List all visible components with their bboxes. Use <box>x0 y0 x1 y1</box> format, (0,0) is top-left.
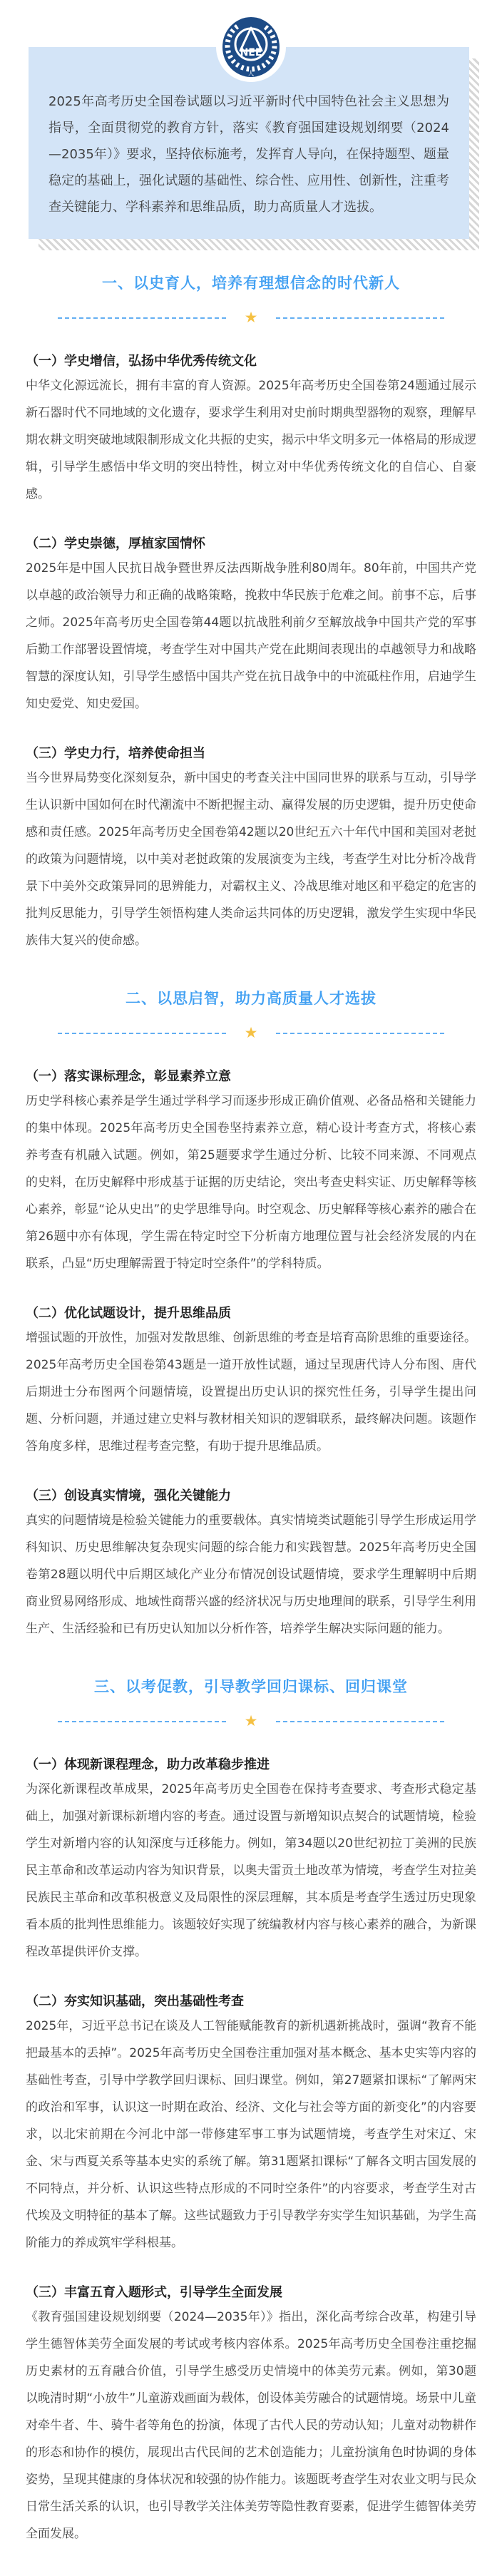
neea-logo-icon <box>215 11 287 83</box>
bottom-whitespace <box>0 2547 502 2576</box>
subsection-heading: （三）创设真实情境，强化关键能力 <box>26 1488 231 1503</box>
subsection <box>26 1303 476 1460</box>
dash-line <box>58 1721 226 1722</box>
section-1-title: 一、以史育人，培养有理想信念的时代新人 <box>102 275 400 292</box>
section-2-title: 二、以思启智，助力高质量人才选拔 <box>125 990 376 1007</box>
subsection <box>26 1486 476 1642</box>
star-icon: ★ <box>244 309 258 326</box>
section-3-divider <box>0 1714 502 1729</box>
intro-text: 2025年高考历史全国卷试题以习近平新时代中国特色社会主义思想为指导，全面贯彻党的教育方针，落实《教育强国建设规划纲要（2024—2035年）》要求，坚持依标施考，发挥育人导向，在保持题型、题量稳定的基础上，强化试题的基础性、综合性、应用性、创新性，注重考查关键能力、学科素养和思维品质，助力高质量人才选拔。 <box>48 94 449 215</box>
subsection-heading: （一）学史增信，弘扬中华优秀传统文化 <box>26 354 257 369</box>
subsection-heading: （三）学史力行，培养使命担当 <box>26 746 205 761</box>
star-icon: ★ <box>244 1024 258 1041</box>
star-icon: ★ <box>244 1712 258 1729</box>
dash-line <box>276 317 444 319</box>
dash-line <box>58 1033 226 1034</box>
subsection-heading: （一）体现新课程理念，助力改革稳步推进 <box>26 1757 270 1772</box>
logo-text: NEE <box>240 47 262 58</box>
subsection <box>26 2282 476 2547</box>
subsection-body: 真实的问题情境是检验关键能力的重要载体。真实情境类试题能引导学生形成运用学科知识、历史思维解决复杂现实问题的综合能力和实践智慧。2025年高考历史全国卷第28题以明代中后期区域化产业分布情况创设试题情境，要求学生理解明中后期商业贸易网络形成、地域性商帮兴盛的经济状况与历史地理间的联系，引导学生利用生产、生活经验和已有历史认知加以分析作答，培养学生解决实际问题的能力。 <box>26 1513 476 1636</box>
subsection-body: 2025年是中国人民抗日战争暨世界反法西斯战争胜利80周年。80年前，中国共产党以卓越的政治领导力和正确的战略策略，挽救中华民族于危难之间。前事不忘，后事之师。2025年高考历史全国卷第44题以抗战胜利前夕至解放战争中国共产党的军事后勤工作部署设置情境，考查学生对中国共产党在此期间表现出的卓越领导力和战略智慧的深度认知，引导学生感悟中国共产党在抗日战争中的中流砥柱作用，启迪学生知史爱党、知史爱国。 <box>26 561 476 711</box>
subsection <box>26 1066 476 1277</box>
subsection-heading: （二）夯实知识基础，突出基础性考查 <box>26 1994 244 2009</box>
subsection-heading: （二）优化试题设计，提升思维品质 <box>26 1306 231 1321</box>
subsection-body: 增强试题的开放性，加强对发散思维、创新思维的考查是培育高阶思维的重要途径。2025年高考历史全国卷第43题是一道开放性试题，通过呈现唐代诗人分布图、唐代后期进士分布图两个问题情境，设置提出历史认识的探究性任务，引导学生提出问题、分析问题，并通过建立史料与教材相关知识的逻辑联系，最终解决问题。该题作答角度多样，思维过程考查完整，有助于提升思维品质。 <box>26 1331 476 1453</box>
section-3-title: 三、以考促教，引导教学回归课标、回归课堂 <box>94 1678 408 1695</box>
subsection <box>26 743 476 954</box>
dash-line <box>58 317 226 319</box>
subsection-body: 当今世界局势变化深刻复杂，新中国史的考查关注中国同世界的联系与互动，引导学生认识新中国如何在时代潮流中不断把握主动、赢得发展的历史逻辑，提升历史使命感和责任感。2025年高考历史全国卷第42题以20世纪五六十年代中国和美国对老挝的政策为问题情境，以中美对老挝政策的发展演变为主线，考查学生对比分析冷战背景下中美外交政策异同的思辨能力，对霸权主义、冷战思维对地区和平稳定的危害的批判反思能力，引导学生领悟构建人类命运共同体的历史逻辑，激发学生实现中华民族伟大复兴的使命感。 <box>26 771 476 948</box>
subsection <box>26 1991 476 2256</box>
section-1 <box>0 272 502 954</box>
logo-bottom-mark: 人 <box>247 71 255 78</box>
section-1-divider <box>0 310 502 325</box>
subsection-body: 历史学科核心素养是学生通过学科学习而逐步形成正确价值观、必备品格和关键能力的集中体现。2025年高考历史全国卷坚持素养立意，精心设计考查方式，将核心素养考查有机融入试题。例如，第25题要求学生通过分析、比较不同来源、不同观点的史料，在历史解释中形成基于证据的历史结论，突出考查史料实证、历史解释等核心素养，彰显“论从史出”的史学思维导向。时空观念、历史解释等核心素养的融合在第26题中亦有体现，学生需在特定时空下分析南方地理位置与社会经济发展的内在联系，凸显“历史理解需置于特定时空条件”的学科特质。 <box>26 1094 476 1271</box>
subsection-body: 2025年，习近平总书记在谈及人工智能赋能教育的新机遇新挑战时，强调“教育不能把最基本的丢掉”。2025年高考历史全国卷注重加强对基本概念、基本史实等内容的基础性考查，引导中学教学回归课标、回归课堂。例如，第27题紧扣课标“了解两宋的政治和军事，认识这一时期在政治、经济、文化与社会等方面的新变化”的内容要求，以北宋前期在今河北中部一带修建军事工事为试题情境，考查学生对宋辽、宋金、宋与西夏关系等基本史实的系统了解。第31题紧扣课标“了解各文明古国发展的不同特点，并分析、认识这些特点形成的不同时空条件”的内容要求，考查学生对古代埃及文明特征的基本了解。这些试题致力于引导教学夯实学生知识基础，为学生高阶能力的养成筑牢学科根基。 <box>26 2019 476 2250</box>
dash-line <box>276 1033 444 1034</box>
subsection-body: 《教育强国建设规划纲要（2024—2035年）》指出，深化高考综合改革，构建引导学生德智体美劳全面发展的考试或考核内容体系。2025年高考历史全国卷注重挖掘历史素材的五育融合价值，引导学生感受历史情境中的体美劳元素。例如，第30题以晚清时期“小放牛”儿童游戏画面为载体，创设体美劳融合的试题情境。场景中儿童对牵牛者、牛、骑牛者等角色的扮演，体现了古代人民的劳动认知；儿童对动物耕作的形态和协作的模仿，展现出古代民间的艺术创造能力；儿童扮演角色时协调的身体姿势，呈现其健康的身体状况和较强的协作能力。该题既考查学生对农业文明与民众日常生活关系的认识，也引导教学关注体美劳等隐性教育要素，促进学生德智体美劳全面发展。 <box>26 2310 476 2541</box>
subsection <box>26 1754 476 1966</box>
section-2 <box>0 987 502 1642</box>
subsection-body: 中华文化源远流长，拥有丰富的育人资源。2025年高考历史全国卷第24题通过展示新石器时代不同地域的文化遗存，要求学生利用对史前时期典型器物的观察，理解早期农耕文明突破地域限制形成文化共振的史实，揭示中华文明多元一体格局的形成逻辑，引导学生感悟中华文明的突出特性，树立对中华优秀传统文化的自信心、自豪感。 <box>26 379 476 501</box>
subsection <box>26 533 476 717</box>
section-3 <box>0 1675 502 2547</box>
dash-line <box>276 1721 444 1722</box>
subsection-heading: （二）学史崇德，厚植家国情怀 <box>26 536 205 551</box>
section-2-divider <box>0 1026 502 1041</box>
subsection <box>26 351 476 508</box>
subsection-heading: （一）落实课标理念，彰显素养立意 <box>26 1069 231 1084</box>
subsection-body: 为深化新课程改革成果，2025年高考历史全国卷在保持考查要求、考查形式稳定基础上，加强对新课标新增内容的考查。通过设置与新增知识点契合的试题情境，检验学生对新增内容的认知深度与迁移能力。例如，第34题以20世纪初拉丁美洲的民族民主革命和改革运动内容为知识背景，以奥夫雷贡土地改革为情境，考查学生对拉美民族民主革命和改革积极意义及局限性的深层理解，其本质是考查学生透过历史现象看本质的批判性思维能力。该题较好实现了统编教材内容与核心素养的融合，为新课程改革提供评价支撑。 <box>26 1782 476 1959</box>
subsection-heading: （三）丰富五育入题形式，引导学生全面发展 <box>26 2285 282 2300</box>
